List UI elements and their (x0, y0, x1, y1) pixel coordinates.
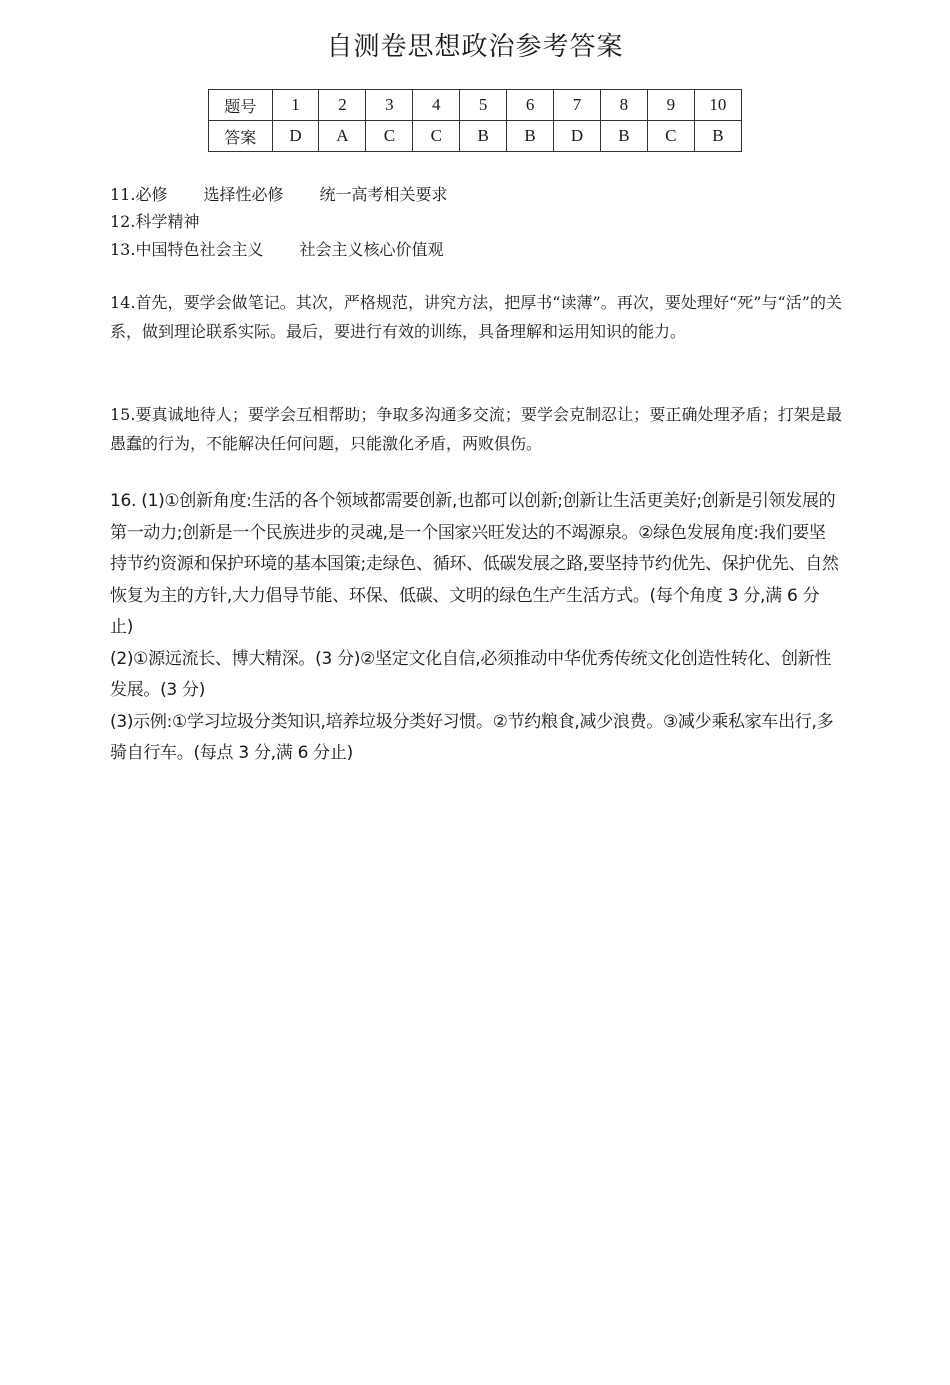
table-cell-number: 7 (554, 90, 601, 121)
question-number: 11. (110, 185, 136, 204)
answer-text: 首先，要学会做笔记。其次，严格规范，讲究方法，把厚书“读薄”。再次，要处理好“死”与“活”的关系，做到理论联系实际。最后，要进行有效的训练，具备理解和运用知识的能力。 (110, 293, 842, 341)
answer-13 (110, 236, 842, 264)
question-number: 16. (110, 491, 137, 511)
table-cell-number: 2 (319, 90, 366, 121)
answer-part: 必修 (135, 185, 168, 204)
table-cell-number: 10 (694, 90, 741, 121)
table-cell-answer: B (600, 121, 647, 152)
answer-text: (1)①创新角度:生活的各个领域都需要创新,也都可以创新;创新让生活更美好;创新是引领发展的第一动力;创新是一个民族进步的灵魂,是一个国家兴旺发达的不竭源泉。②绿色发展角度:我们要坚持节约资源和保护环境的基本国策;走绿色、循环、低碳发展之路,要坚持节约优先、保护优先、自然恢复为主的方针,大力倡导节能、环保、低碳、文明的绿色生产生活方式。(每个角度 3 分,满 6 分止) (110, 491, 839, 637)
answer-text: 科学精神 (135, 212, 200, 231)
table-cell-answer: C (366, 121, 413, 152)
page-title: 自测卷思想政治参考答案 (326, 32, 624, 62)
table-cell-answer: C (413, 121, 460, 152)
question-number: 14. (110, 293, 136, 312)
question-number: 12. (110, 212, 136, 231)
answer-16-part-3: (3)示例:①学习垃圾分类知识,培养垃圾分类好习惯。②节约粮食,减少浪费。③减少乘私家车出行,多骑自行车。(每点 3 分,满 6 分止) (110, 711, 834, 763)
answer-14 (110, 288, 842, 346)
answer-part: 中国特色社会主义 (135, 240, 264, 259)
table-cell-answer: C (647, 121, 694, 152)
answer-16 (110, 486, 842, 770)
answer-part: 选择性必修 (203, 185, 284, 204)
table-cell-answer: B (694, 121, 741, 152)
answer-11 (110, 181, 842, 209)
answer-16-part-2: (2)①源远流长、博大精深。(3 分)②坚定文化自信,必须推动中华优秀传统文化创造性转化、创新性发展。(3 分) (110, 648, 832, 700)
table-cell-number: 4 (413, 90, 460, 121)
table-cell-answer: D (272, 121, 319, 152)
table-cell-number: 1 (272, 90, 319, 121)
table-cell-answer: B (507, 121, 554, 152)
table-cell-answer: D (554, 121, 601, 152)
row-label-answer: 答案 (209, 121, 273, 152)
question-number: 15. (110, 405, 136, 424)
table-cell-number: 3 (366, 90, 413, 121)
question-number: 13. (110, 240, 136, 259)
table-row-answers (209, 121, 742, 152)
table-row-numbers (209, 90, 742, 121)
answer-text: 要真诚地待人；要学会互相帮助；争取多沟通多交流；要学会克制忍让；要正确处理矛盾；打架是最愚蠢的行为，不能解决任何问题，只能激化矛盾，两败俱伤。 (110, 405, 842, 453)
answer-part: 统一高考相关要求 (319, 185, 448, 204)
table-cell-number: 6 (507, 90, 554, 121)
table-cell-number: 9 (647, 90, 694, 121)
table-cell-answer: B (460, 121, 507, 152)
answer-part: 社会主义核心价值观 (299, 240, 444, 259)
answer-table (208, 89, 742, 152)
answer-15 (110, 400, 842, 458)
answer-12 (110, 208, 842, 236)
row-label-number: 题号 (209, 90, 273, 121)
table-cell-number: 5 (460, 90, 507, 121)
table-cell-answer: A (319, 121, 366, 152)
table-cell-number: 8 (600, 90, 647, 121)
answer-16-part-1 (110, 486, 842, 644)
